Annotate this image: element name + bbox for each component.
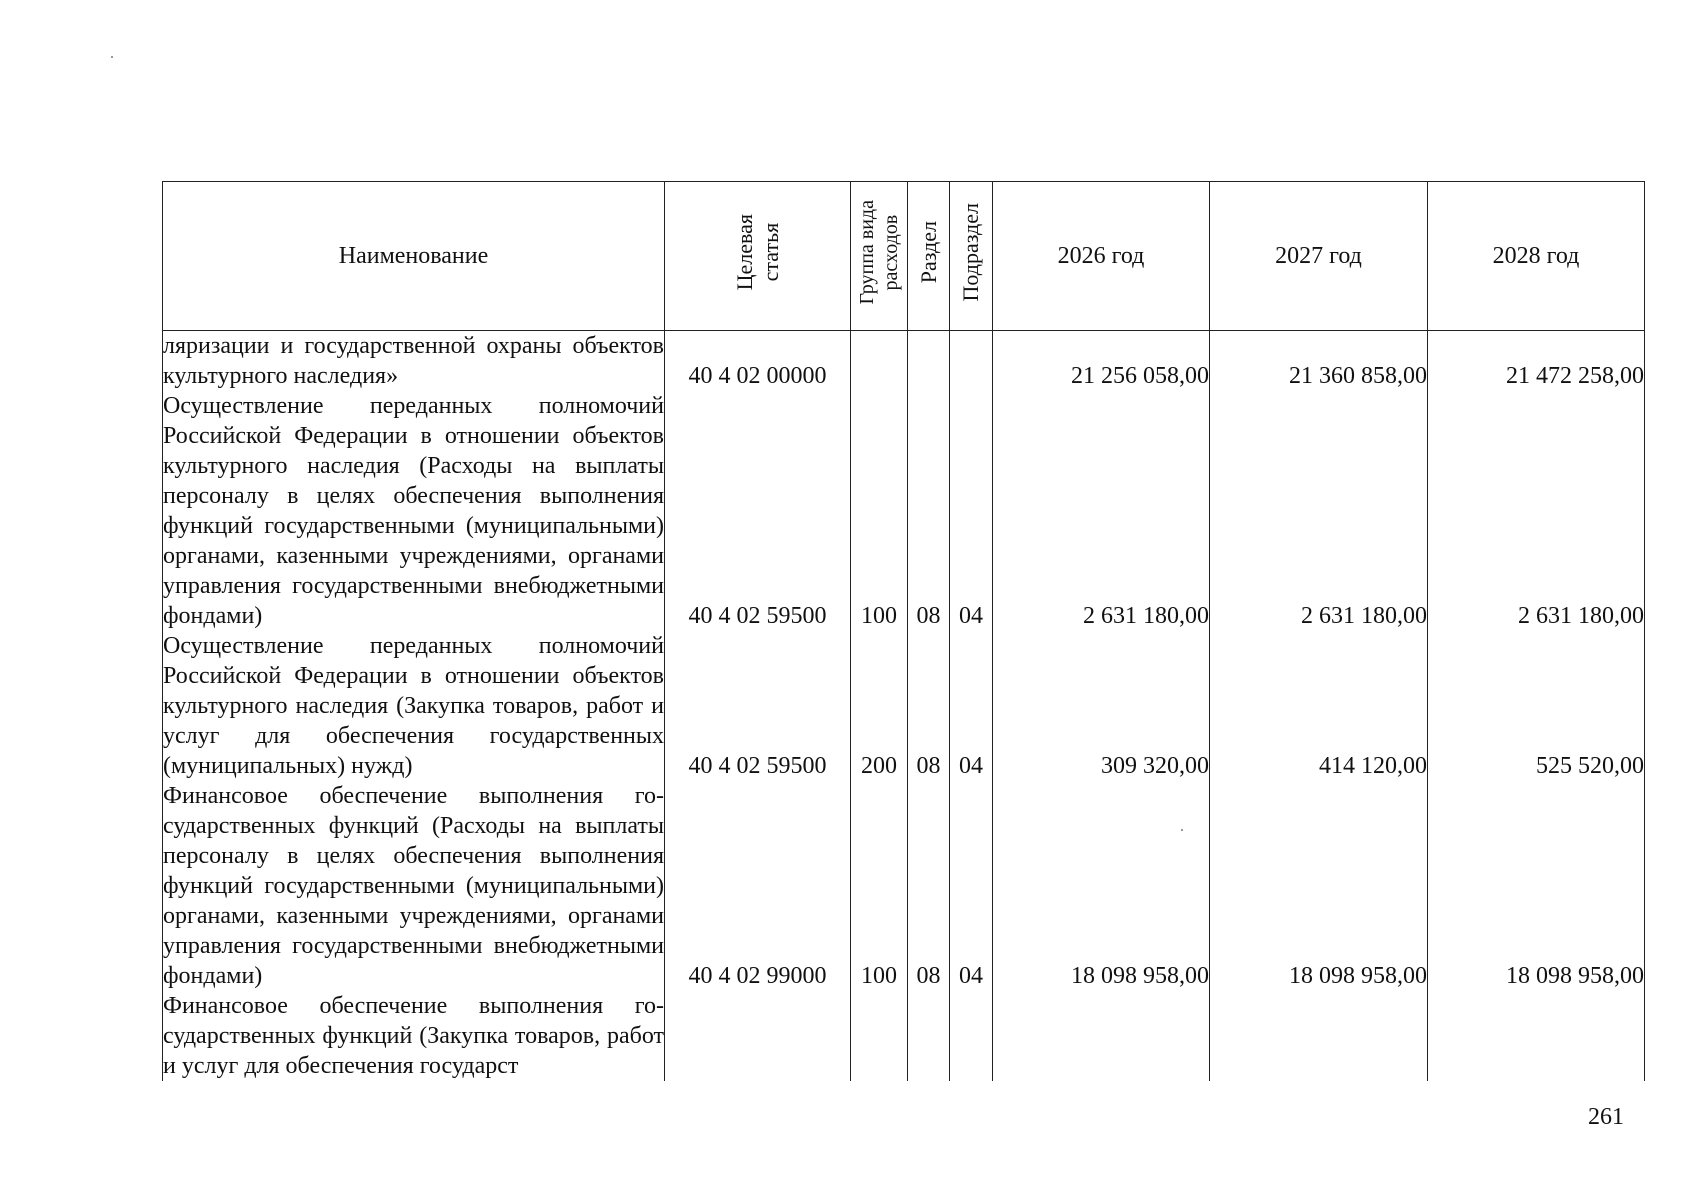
header-target-line1: Целевая xyxy=(731,213,757,291)
row-amount-2028 xyxy=(1428,991,1645,1081)
row-amount-2027: 2 631 180,00 xyxy=(1210,391,1428,631)
header-target-article xyxy=(665,182,851,331)
row-target-article: 40 4 02 99000 xyxy=(665,781,851,991)
page-number: 261 xyxy=(1588,1104,1624,1130)
row-amount-2027: 18 098 958,00 xyxy=(1210,781,1428,991)
row-amount-2026 xyxy=(993,991,1210,1081)
table-row xyxy=(163,331,1645,392)
row-name: Финансовое обеспечение выполнения государственных функций (Расходы на выплаты персоналу в целях обеспечения выполнения функций государственными (муниципальными) органами, казенными учреждениями, органами управления государственными внебюджетными фондами) xyxy=(163,783,664,989)
header-2027: 2027 год xyxy=(1210,182,1428,331)
header-2026: 2026 год xyxy=(993,182,1210,331)
row-target-article xyxy=(665,991,851,1081)
row-section: 08 xyxy=(908,781,950,991)
row-amount-2028: 18 098 958,00 xyxy=(1428,781,1645,991)
table-row xyxy=(163,631,1645,781)
row-name: Осуществление переданных полномочий Российской Федерации в отношении объектов культурного наследия (Расходы на выплаты персоналу в целях обеспечения выполнения функций государственными (муниципальными) органами, казенными учреждениями, органами управления государственными внебюджетными фондами) xyxy=(163,393,664,629)
row-amount-2027: 21 360 858,00 xyxy=(1210,331,1428,392)
row-section xyxy=(908,991,950,1081)
row-name: Осуществление переданных полномочий Российской Федерации в отношении объектов культурного наследия (Закупка товаров, работ и услуг для обеспечения государственных (муниципальных) нужд) xyxy=(163,633,664,779)
row-amount-2028: 2 631 180,00 xyxy=(1428,391,1645,631)
row-expense-group xyxy=(851,331,908,392)
row-target-article: 40 4 02 59500 xyxy=(665,391,851,631)
header-subsection-label: Подраздел xyxy=(958,202,983,302)
row-amount-2028: 21 472 258,00 xyxy=(1428,331,1645,392)
header-group-line1: Группа вида xyxy=(856,199,878,305)
row-section xyxy=(908,331,950,392)
row-expense-group: 100 xyxy=(851,391,908,631)
row-section: 08 xyxy=(908,631,950,781)
row-amount-2026: 2 631 180,00 xyxy=(993,391,1210,631)
budget-table xyxy=(162,181,1645,1081)
row-amount-2027: 414 120,00 xyxy=(1210,631,1428,781)
row-expense-group xyxy=(851,991,908,1081)
row-name: Финансовое обеспечение выполнения государственных функций (Закупка товаров, работ и услуг для обеспечения государст xyxy=(163,993,664,1079)
row-amount-2026: 309 320,00 xyxy=(993,631,1210,781)
row-section: 08 xyxy=(908,391,950,631)
header-2028: 2028 год xyxy=(1428,182,1645,331)
scan-speck xyxy=(111,56,113,58)
table-row xyxy=(163,391,1645,631)
row-amount-2026: 21 256 058,00 xyxy=(993,331,1210,392)
row-amount-2026: 18 098 958,00 xyxy=(993,781,1210,991)
table-header-row xyxy=(163,182,1645,331)
row-expense-group: 200 xyxy=(851,631,908,781)
row-amount-2028: 525 520,00 xyxy=(1428,631,1645,781)
header-expense-group xyxy=(851,182,908,331)
row-subsection: 04 xyxy=(950,391,993,631)
header-name: Наименование xyxy=(163,182,665,331)
row-expense-group: 100 xyxy=(851,781,908,991)
row-subsection xyxy=(950,991,993,1081)
header-subsection xyxy=(950,182,993,331)
table-row xyxy=(163,781,1645,991)
header-section-label: Раздел xyxy=(915,220,941,284)
row-subsection xyxy=(950,331,993,392)
header-target-line2: статья xyxy=(757,222,783,282)
row-name: ляризации и государственной охраны объектов культурного наследия» xyxy=(163,331,665,392)
row-amount-2027 xyxy=(1210,991,1428,1081)
header-group-line2: расходов xyxy=(880,214,902,290)
header-section xyxy=(908,182,950,331)
row-target-article: 40 4 02 59500 xyxy=(665,631,851,781)
row-target-article: 40 4 02 00000 xyxy=(665,331,851,392)
row-subsection: 04 xyxy=(950,631,993,781)
row-subsection: 04 xyxy=(950,781,993,991)
table-row xyxy=(163,991,1645,1081)
